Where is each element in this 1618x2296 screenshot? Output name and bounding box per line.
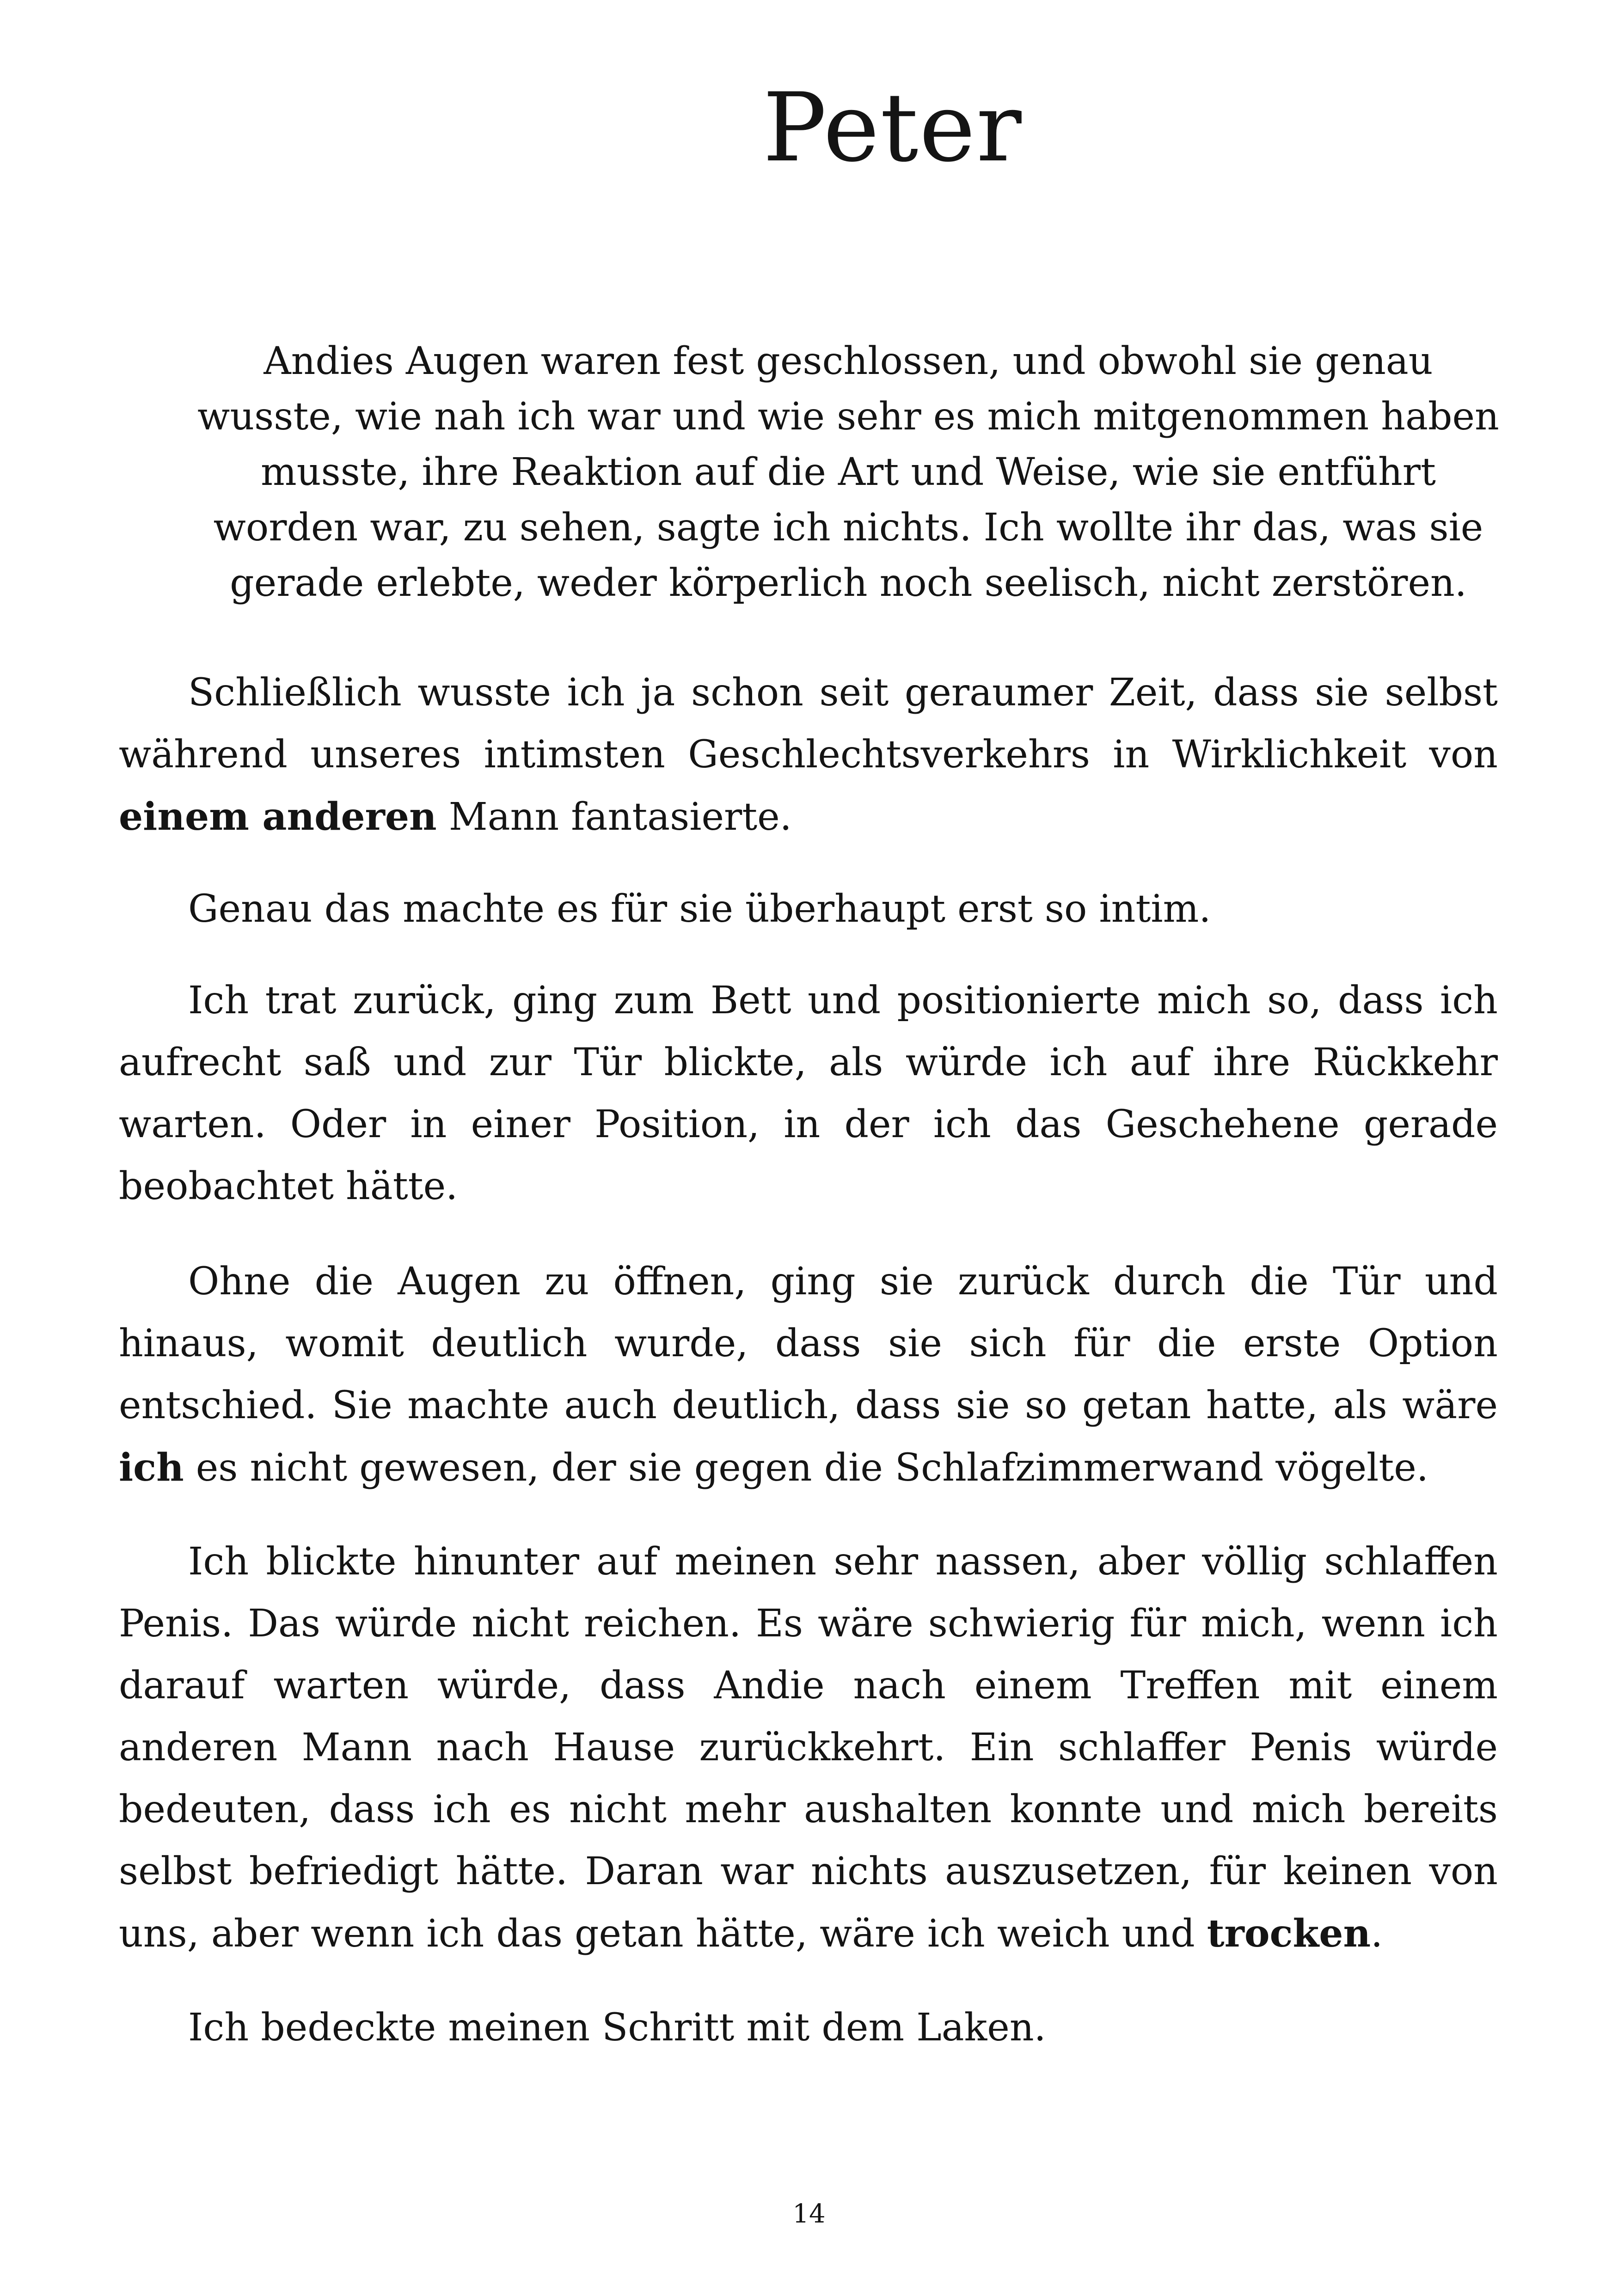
paragraph-2: Genau das machte es für sie überhaupt erst so intim.: [188, 887, 1211, 931]
paragraph-1: [119, 662, 1498, 848]
paragraph-5-text-start: Ich blickte hinunter auf meinen sehr nassen, aber völlig schlaffen Penis. Das würde nicht reichen. Es wäre schwierig für mich, wenn ich darauf warten würde, dass Andie nach einem Treffen mit einem anderen Mann nach Hause zurückkehrt. Ein schlaffer Penis würde bedeuten, dass ich es nicht mehr aushalten konnte und mich bereits selbst befriedigt hätte. Daran war nichts auszusetzen, für keinen von uns, aber wenn ich das getan hätte, wäre ich weich und: [119, 1540, 1498, 1956]
paragraph-4-bold: ich: [119, 1445, 184, 1490]
intro-paragraph: Andies Augen waren fest geschlossen, und obwohl sie genau wusste, wie nah ich war und wie sehr es mich mitgenommen haben musste, ihre Reaktion auf die Art und Weise, wie sie entführt worden war, zu sehen, sagte ich nichts. Ich wollte ihr das, was sie gerade erlebte, weder körperlich noch seelisch, nicht zerstören.: [197, 339, 1499, 605]
paragraph-5-text-end: .: [1371, 1912, 1383, 1956]
paragraph-5: [119, 1531, 1498, 1965]
paragraph-4: [119, 1251, 1498, 1499]
paragraph-4-text-end: es nicht gewesen, der sie gegen die Schlafzimmerwand vögelte.: [184, 1446, 1428, 1490]
paragraph-1-bold: einem anderen: [119, 795, 437, 839]
chapter-title: Peter: [763, 73, 1023, 183]
paragraph-6: Ich bedeckte meinen Schritt mit dem Laken.: [188, 2006, 1046, 2050]
paragraph-3: Ich trat zurück, ging zum Bett und positionierte mich so, dass ich aufrecht saß und zur Tür blickte, als würde ich auf ihre Rückkehr warten. Oder in einer Position, in der ich das Geschehene gerade beobachtet hätte.: [119, 979, 1498, 1208]
page-number: 14: [792, 2199, 826, 2229]
paragraph-4-text-start: Ohne die Augen zu öffnen, ging sie zurück durch die Tür und hinaus, womit deutlich wurde, dass sie sich für die erste Option entschied. Sie machte auch deutlich, dass sie so getan hatte, als wäre: [119, 1260, 1498, 1427]
paragraph-5-bold: trocken: [1207, 1911, 1371, 1956]
paragraph-1-text-start: Schließlich wusste ich ja schon seit geraumer Zeit, dass sie selbst während unseres intimsten Geschlechtsverkehrs in Wirklichkeit von: [119, 671, 1498, 777]
paragraph-1-text-end: Mann fantasierte.: [436, 795, 792, 839]
